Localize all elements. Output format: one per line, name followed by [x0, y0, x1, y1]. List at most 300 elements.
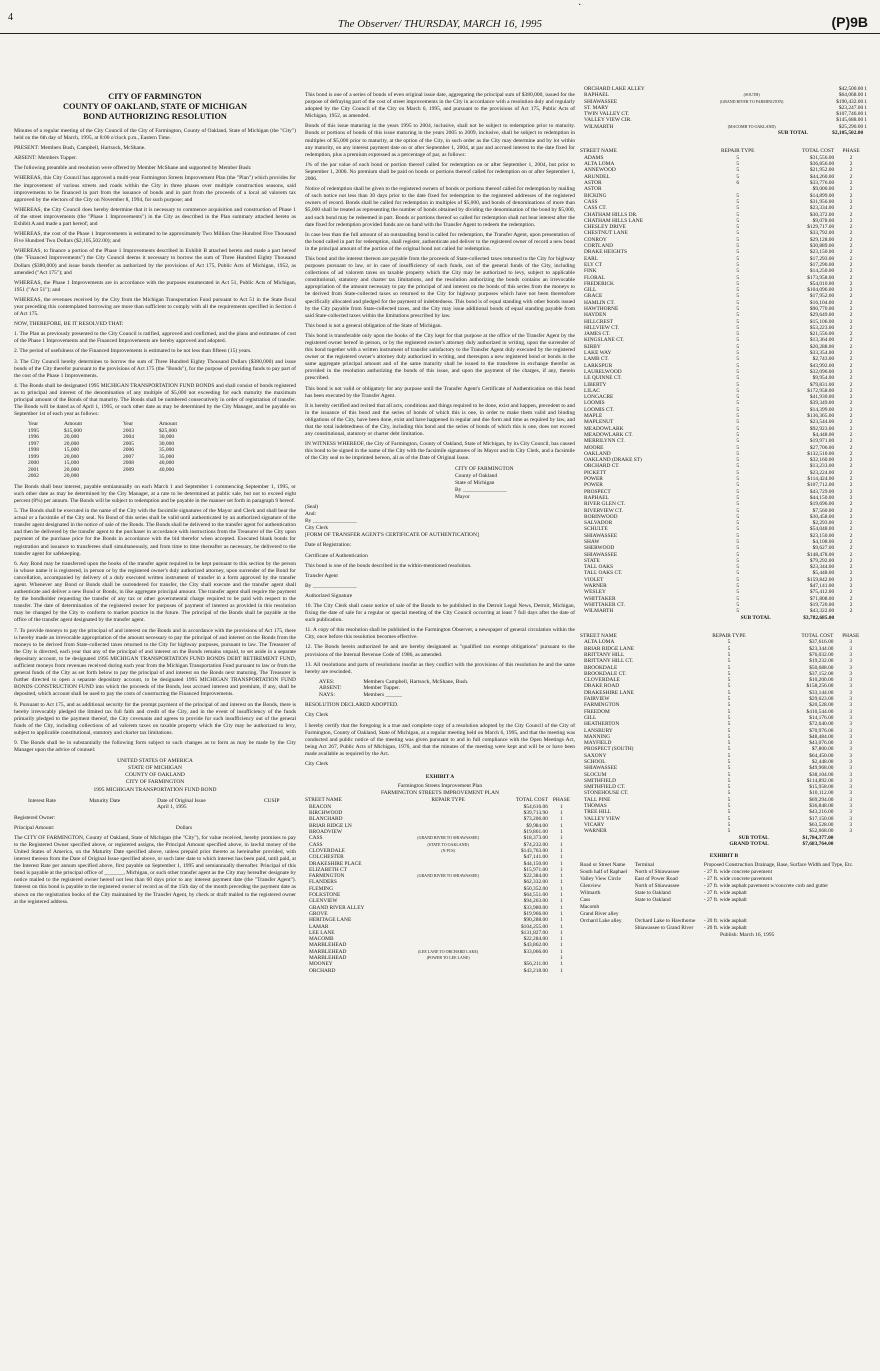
- repair-type: 5: [736, 192, 740, 199]
- repair-type: 5: [736, 457, 740, 464]
- phase: 1: [560, 910, 563, 917]
- phase: 1: [864, 111, 867, 118]
- paragraph: Notice of redemption shall be given to the registered owners of bonds or portions thereof called for redemption by mailing of such notice not less than 30 days prior to the date fixed for redemption to the registered addresses of the registered owners of record. Bonds shall be called for redemption in multiples of $5,000, and bonds of denominations of more than $5,000 shall be treated as representing the number of bonds obtained by dividing the denomination of the bond by $5,000, and such bond may be redeemed in part. Bonds or portions thereof so called for redemption shall not bear interest after the date fixed for redemption provided funds are on hand with the Transfer Agent to redeem the redemption.: [305, 186, 575, 228]
- repair-type: 5: [727, 752, 731, 759]
- maturity-cell: 20,000: [63, 440, 80, 447]
- column-3: [580, 86, 868, 1356]
- city-clerk-2: City Clerk: [305, 761, 329, 767]
- phase: 2: [849, 526, 853, 533]
- repair-type: 5: [736, 394, 740, 401]
- maturity-cell: 20,000: [63, 453, 80, 460]
- street-name: CHESLEY DRIVE: [584, 224, 626, 231]
- repair-type: [399, 968, 497, 974]
- street-name: ORCHARD CT.: [584, 463, 620, 470]
- street-name: RIVER GLEN CT.: [584, 501, 626, 508]
- repair-type: 5: [727, 815, 731, 822]
- total-cost: $13,364.00: [809, 337, 835, 344]
- street-name: DRAKESHIRE PLACE: [309, 860, 362, 867]
- repair-type: 5: [736, 419, 740, 426]
- phase: 3: [849, 771, 853, 778]
- total-cost: $33,144.00: [809, 689, 834, 696]
- total-cost: $9,954.00: [812, 375, 835, 382]
- repair-type: 5: [727, 677, 731, 684]
- total-cost: $19,971.00: [809, 438, 835, 445]
- maturity-cell: 2005: [122, 440, 134, 447]
- phase: 2: [849, 608, 853, 615]
- total-cost: $23,150.00: [809, 249, 835, 256]
- repair-type: 5: [736, 570, 740, 577]
- maturity-cell: 2004: [122, 434, 134, 441]
- total-cost: $79,831.00: [809, 381, 835, 388]
- total-cost: $71,808.00: [809, 595, 835, 602]
- phase: 2: [849, 350, 853, 357]
- street-name: MARBLEHEAD: [309, 942, 347, 949]
- repair-type: 5: [736, 173, 740, 180]
- repair-type: 5: [727, 784, 731, 791]
- signature-block: [455, 466, 575, 501]
- exhibit-b-cell: North of Shiawassee: [634, 883, 680, 890]
- phase: 2: [849, 394, 853, 401]
- phase: 1: [560, 967, 563, 974]
- street-name: ANNEWOOD: [584, 167, 616, 174]
- exhibit-b-cell: Grand River alley: [580, 911, 619, 918]
- vote-cell: Members ______: [363, 691, 402, 698]
- paragraph: 4. The Bonds shall be designated 1995 MICHIGAN TRANSPORTATION FUND BONDS and shall consist of bonds registered as to principal and interest of the denomination of any multiple of $5,000 not exceeding for each maturity the maximum principal amount of the Bonds of that maturity. The Bonds shall be numbered consecutively in order of registration of transfer. The Bonds will be dated as of April 1, 1995, or such other date as may be determined by the City Manager, and be payable on September 1st of each year as follows:: [14, 382, 296, 418]
- phase: 2: [849, 255, 853, 262]
- total-cost: $43,216.00: [809, 809, 834, 816]
- street-name: LARKSPUR: [584, 362, 613, 369]
- total-cost: $27,706.00: [809, 444, 835, 451]
- total-cost: $37,152.00: [809, 670, 834, 677]
- repair-type: 5: [727, 765, 731, 772]
- maturity-cell: 15,000: [63, 460, 80, 467]
- street-name: STONEHOUSE CT.: [584, 790, 629, 797]
- grandtotal-label: GRAND TOTAL: [729, 840, 769, 847]
- repair-type: 5: [736, 583, 740, 590]
- maturity-cell: 1999: [28, 453, 39, 460]
- vote-cell: Member Tupper.: [363, 685, 400, 692]
- exhibit-b-title: EXHIBIT B: [709, 853, 739, 860]
- phase: 1: [864, 117, 867, 124]
- street-name: FINK: [584, 268, 597, 275]
- phase: 1: [560, 929, 563, 936]
- street-name: WESLEY: [584, 589, 606, 596]
- phase: 1: [560, 904, 563, 911]
- phase: 1: [560, 847, 563, 854]
- total-cost: $158,256.00: [806, 683, 834, 690]
- total-cost: $19,861.00: [523, 829, 548, 836]
- street-name: CONROY: [584, 236, 607, 243]
- maturity-cell: 1995: [28, 427, 39, 434]
- total-cost: $17,150.00: [809, 815, 834, 822]
- exhibit-b-cell: [635, 911, 704, 918]
- street-name: FREEDOM: [584, 708, 610, 715]
- phase: 1: [560, 898, 563, 905]
- repair-type: (STATE TO OAKLAND): [427, 841, 469, 847]
- total-cost: $20,288.00: [809, 343, 835, 350]
- street-name: CLOVERDALE: [309, 847, 345, 854]
- street-name: LILAC: [584, 387, 600, 394]
- street-name: VIOLET: [584, 576, 604, 583]
- bond-heading-line: CITY OF FARMINGTON: [125, 779, 185, 786]
- total-cost: $39,349.00: [809, 400, 835, 407]
- street-name: CLOVERDALE: [584, 677, 620, 684]
- repair-type: 5: [727, 771, 731, 778]
- street-name: HAYDEN: [584, 312, 607, 319]
- exhibit-b-table: [580, 862, 868, 932]
- total-cost: $15,106.00: [809, 318, 835, 325]
- repair-type: 5: [736, 413, 740, 420]
- total-cost: $15,958.00: [809, 784, 834, 791]
- maturity-cell: 35,000: [158, 453, 175, 460]
- phase: 1: [560, 923, 563, 930]
- total-cost: $14,399.00: [809, 406, 835, 413]
- phase: 1: [864, 86, 867, 92]
- street-name: LAMAR: [309, 923, 329, 930]
- paragraph: In case less than the full amount of an outstanding bond is called for redemption, the Transfer Agent, upon presentation of the bond called in part for redemption, shall register, authenticate and deliver to the registered owner of record a new bond in the principal amount of the portion of the original bond not called for redemption.: [305, 231, 575, 252]
- repair-type: 5: [736, 318, 740, 325]
- exhibit-b-cell: Orchard Lake alley: [580, 918, 622, 925]
- total-cost: $53,223.00: [809, 324, 835, 331]
- col1-paragraphs: [14, 128, 296, 418]
- repair-type: 5: [727, 796, 731, 803]
- street-name: BRITTANY HILL: [584, 651, 625, 658]
- paragraph: WHEREAS, this City Council has approved a multi-year Farmington Streets Improvement Plan (the "Plan") which provides for the improvement of various streets and roads within the City in three phases over multiple construction seasons, said improvements to be financed in part from the issuance of bonds and in part from the proceeds of a local ad valorem tax approved by the electors of the City on November 8, 1994, for such purpose; and: [14, 175, 296, 203]
- bond-label: Maturity Date: [89, 797, 121, 804]
- repair-type: 5: [727, 828, 731, 835]
- signature-line: And:: [305, 511, 316, 518]
- total-cost: $2,448.00: [811, 758, 834, 765]
- title-line: CITY OF FARMINGTON: [108, 92, 202, 101]
- total-cost: $43,992.00: [809, 362, 835, 369]
- phase: 2: [849, 230, 853, 237]
- repair-type: 5: [736, 280, 740, 287]
- street-name: BROADVIEW: [309, 829, 342, 836]
- phase: 1: [560, 822, 563, 829]
- street-name: WARNER: [584, 828, 607, 835]
- street-name: FAIRVIEW: [584, 696, 610, 703]
- repair-type: 5: [736, 343, 740, 350]
- cert-title: Certificate of Authentication: [305, 552, 368, 559]
- total-cost: $36,848.00: [809, 803, 834, 810]
- maturity-cell: 1997: [28, 440, 39, 447]
- paragraph: The Bonds shall bear interest, payable semiannually on each March 1 and September 1 commencing September 1, 1995, or such other date as may be determined by the City Manager, at a rate to be determined at public sale, but not to exceed eight percent (8%) per annum. The Bonds will be subject to redemption and be payable in the manner set forth in paragraph 9 hereof.: [14, 483, 296, 504]
- resolution-adopted: RESOLUTION DECLARED ADOPTED.: [305, 702, 399, 709]
- repair-type: 5: [736, 501, 740, 508]
- phase: 2: [849, 400, 853, 407]
- repair-type: 5: [736, 564, 740, 571]
- phase: 3: [849, 784, 853, 791]
- phase: 1: [560, 810, 563, 817]
- exhibit-b-cell: Glenview: [580, 883, 601, 890]
- phase: 2: [849, 444, 853, 451]
- street-name: EARL: [584, 255, 599, 262]
- repair-type: (GRAND RIVER TO FARMINGTON): [719, 98, 784, 104]
- total-cost: $2,293.00: [812, 520, 835, 527]
- total-cost: $9,078.00: [812, 217, 835, 224]
- phase: 2: [849, 387, 853, 394]
- exhibit-b-cell: - 27 ft. wide asphalt pavement w/concrete curb and gutter: [703, 883, 829, 890]
- total-cost: $17,293.00: [809, 255, 835, 262]
- paragraph: This bond is not a general obligation of the State of Michigan.: [305, 322, 442, 329]
- phase: 2: [849, 589, 853, 596]
- street-name: MOORE: [584, 444, 604, 451]
- maturity-cell: $15,000: [63, 427, 82, 434]
- repair-type: 5: [736, 381, 740, 388]
- street-name: LANSBURY: [584, 727, 613, 734]
- repair-type: 5: [736, 154, 740, 161]
- phase: 2: [849, 513, 853, 520]
- repair-type: 5: [736, 406, 740, 413]
- col2-paragraphs: [305, 92, 575, 463]
- maturity-cell: 30,000: [158, 440, 175, 447]
- repair-type: 5: [727, 721, 731, 728]
- maturity-cell: 2009: [122, 466, 134, 473]
- repair-type: 5: [727, 758, 731, 765]
- street-name: FARMINGTON: [584, 702, 620, 709]
- paragraph: 1. The Plan as previously presented to the City Council is ratified, approved and confirmed, and the plans and estimates of cost of the Phase 1 Improvements and the Financed Improvements are hereby approved and adopted.: [14, 331, 296, 345]
- phase: 3: [849, 821, 853, 828]
- exhibit-b-cell: Shiawassee to Grand River: [634, 925, 694, 932]
- col1c-paragraphs: [14, 835, 296, 906]
- phase: 2: [849, 324, 853, 331]
- street-name: SHAW: [584, 538, 600, 545]
- maturity-cell: 2007: [122, 453, 134, 460]
- phase: 2: [849, 476, 853, 483]
- phase: 2: [849, 362, 853, 369]
- phase: 2: [849, 211, 853, 218]
- repair-type: 5: [736, 261, 740, 268]
- street-name: VICARY: [584, 821, 605, 828]
- exhibit-a-sub: Farmington Streets Improvement Plan: [397, 783, 483, 790]
- total-cost: $107,746.00: [836, 111, 864, 118]
- paragraph: 7. To provide moneys to pay the principal of and interest on the Bonds and in accordance with the provisions of Act 175, there is hereby made an irrevocable appropriation of the amount necessary to pay the principal of and interest on the Bonds from the moneys to be derived from State-collected taxes returned to the City for highway purposes, pursuant to law. The Treasurer of the City is directed, each year that any of the principal of and interest on the Bonds remains unpaid, to set aside in a separate depositary account, to be designated 1995 MICHIGAN TRANSPORTATION FUND BONDS DEBT RETIREMENT FUND, sufficient moneys from revenues received during each year from the Michigan Transportation Fund pursuant to law or from the general funds of the City as set forth below to pay the principal of and interest on the Bonds next maturing. The Treasurer is further directed to open a separate depositary account, to be designated 1995 MICHIGAN TRANSPORTATION FUND BONDS CONSTRUCTION FUND into which the proceeds of the Bonds, less accrued interest and premium, if any, shall be deposited, which account shall be used to pay the costs of constructing the Financed Improvements.: [14, 627, 296, 698]
- maturity-cell: 1996: [28, 434, 39, 441]
- repair-type: 5: [736, 387, 740, 394]
- repair-type: 5: [727, 708, 731, 715]
- street-name: OAKLAND (DRAKE ST): [584, 457, 642, 464]
- street-name: ADAMS: [584, 154, 604, 161]
- street-name: OAKLAND: [584, 450, 611, 457]
- phase: 1: [560, 885, 563, 892]
- street-name: BROOKDALE CT.: [584, 670, 627, 677]
- phase: 2: [849, 343, 853, 350]
- repair-type: 5: [736, 538, 740, 545]
- exhibit-b-cell: [580, 925, 635, 932]
- transfer-agent: Transfer Agent: [305, 572, 338, 579]
- repair-type: 5: [736, 337, 740, 344]
- total-cost: $42,500.00: [838, 86, 864, 92]
- phase: 1: [560, 942, 563, 949]
- resolution-title: [14, 92, 296, 122]
- phase: 2: [849, 356, 853, 363]
- phase: 1: [864, 104, 867, 111]
- phase: 2: [849, 217, 853, 224]
- phase: 2: [849, 381, 853, 388]
- phase: 1: [560, 816, 563, 823]
- total-cost: $19,232.00: [809, 658, 834, 665]
- phase: 2: [849, 450, 853, 457]
- street-name: BRIAR RIDGE LN: [309, 822, 352, 829]
- plan-header-cell: REPAIR TYPE: [721, 148, 755, 155]
- phase: 3: [849, 714, 853, 721]
- repair-type: 5: [736, 274, 740, 281]
- paragraph: 10. The City Clerk shall cause notice of sale of the Bonds to be published in the Detroit Legal News, Detroit, Michigan, fixing the date of sale for a regular or special meeting of the City Council occurring at least 7 full days after the date of such publication.: [305, 603, 575, 624]
- paragraph: 1% of the par value of each bond or portion thereof called for redemption on or after September 1, 2004, but prior to September 1, 2006. No premium shall be paid on bonds or portions thereof called for redemption on or after September 1, 2006.: [305, 161, 575, 183]
- repair-type: 5: [727, 683, 731, 690]
- total-cost: $41,930.00: [809, 394, 835, 401]
- total-cost: $410,544.00: [806, 708, 834, 715]
- total-cost: $172,958.00: [807, 387, 835, 394]
- total-cost: $50,352.00: [523, 885, 548, 892]
- total-cost: $64,551.00: [523, 892, 548, 899]
- repair-type: 5: [736, 255, 740, 262]
- paragraph: This bond is not valid or obligatory for any purpose until the Transfer Agent's Certificate of Authentication on this bond has been executed by the Transfer Agent.: [305, 385, 575, 399]
- exhibit-b-cell: Macomb: [580, 904, 600, 911]
- phase: 3: [849, 727, 853, 734]
- street-name: HEATHERTON: [584, 721, 620, 728]
- total-cost: $90,288.00: [523, 917, 548, 924]
- phase: 1: [560, 955, 563, 961]
- repair-type: 5: [736, 368, 740, 375]
- total-cost: $21,952.00: [809, 167, 835, 174]
- phase: 2: [849, 293, 853, 300]
- phase: 1: [560, 866, 563, 873]
- total-cost: $36,856.00: [809, 161, 835, 168]
- principal-amount: Principal Amount:: [14, 824, 55, 831]
- street-name: WILMARTH: [584, 608, 614, 615]
- bond-heading-line: UNITED STATES OF AMERICA: [117, 758, 193, 765]
- total-cost: $38,104.00: [809, 771, 834, 778]
- repair-type: (N PCS): [441, 847, 455, 853]
- total-cost: $43,322.00: [809, 608, 835, 615]
- maturity-cell: [159, 473, 218, 480]
- phase: 1: [560, 860, 563, 867]
- street-name: MANNING: [584, 733, 611, 740]
- repair-type: 5: [736, 236, 740, 243]
- maturity-row: [28, 473, 218, 480]
- phase: 3: [849, 758, 853, 765]
- plan-header-cell: STREET NAME: [305, 797, 342, 804]
- repair-type: 5: [727, 740, 731, 747]
- street-name: LEE LANE: [309, 929, 335, 936]
- phase: 2: [849, 224, 853, 231]
- total-cost: $13,233.00: [809, 463, 835, 470]
- total-cost: $31,956.00: [809, 198, 835, 205]
- exhibit-b-row: [580, 897, 868, 904]
- phase: 1: [560, 892, 563, 899]
- phase: 2: [849, 457, 853, 464]
- total-cost: $30,458.00: [809, 513, 835, 520]
- repair-type: 5: [736, 287, 740, 294]
- total-cost: $32,160.00: [809, 457, 835, 464]
- phase: 1: [560, 917, 563, 924]
- repair-type: 5: [736, 217, 740, 224]
- street-name: COLCHESTER: [309, 854, 344, 861]
- phase: 3: [849, 803, 853, 810]
- phase: 2: [849, 431, 853, 438]
- plan-header-cell: TOTAL COST: [515, 797, 548, 804]
- plan-header-cell: TOTAL COST: [801, 632, 834, 639]
- phase: 2: [849, 331, 853, 338]
- street-name: MAPLE: [584, 413, 603, 420]
- repair-type: 5: [727, 651, 731, 658]
- exhibit-b-row: [580, 925, 868, 932]
- signature-line: County of Oakland: [455, 472, 498, 479]
- street-name: VALLEY VIEW: [584, 815, 620, 822]
- maturity-cell: 2008: [122, 460, 134, 467]
- phase: 2: [849, 583, 853, 590]
- street-name: ORCHARD LAKE ALLEY: [584, 86, 645, 92]
- total-cost: $44,150.00: [523, 860, 548, 867]
- paragraph: 6. Any Bond may be transferred upon the books of the transfer agent required to be kept pursuant to this section by the person in whose name it is registered, in person or by the registered owner's duly authorized attorney, upon surrender of the Bond for cancellation, accompanied by delivery of a duly executed written instrument of transfer in a form approved by the transfer agent. Whenever any Bond or Bonds shall be surrendered for transfer, the City shall execute and the transfer agent shall authenticate and deliver a new Bond or Bonds, in like aggregate principal amount. The transfer agent shall require the payment by the bondholder requesting the transfer of any tax or other governmental charge required to be paid with respect to the transfer. The date of determination of the registered owner for purposes of payment of interest as provided in this resolution may be changed by the City to conform to market practice in the future. The principal of the Bonds shall be payable at the office of the transfer agent designated by the transfer agent.: [14, 560, 296, 624]
- subtotal-value: $3,782,685.00: [803, 614, 835, 621]
- repair-type: 5: [736, 400, 740, 407]
- repair-type: 5: [727, 639, 731, 646]
- street-name: DRAKE HEIGHTS: [584, 249, 627, 256]
- street-name: GILL: [584, 714, 597, 721]
- total-cost: $21,556.00: [809, 331, 835, 338]
- total-cost: $52,668.00: [809, 828, 834, 835]
- street-name: PROSPECT (SOUTH): [584, 746, 634, 753]
- maturity-cell: 15,000: [63, 447, 80, 454]
- repair-type: 5: [727, 645, 731, 652]
- phase: 1: [560, 854, 563, 861]
- plan-header-cell: PHASE: [552, 797, 570, 804]
- repair-type: 5: [736, 425, 740, 432]
- repair-type: 5: [736, 356, 740, 363]
- street-name: ALTA LOMA: [584, 161, 615, 168]
- street-name: PICKETT: [584, 469, 607, 476]
- street-name: BEACON: [309, 803, 332, 810]
- total-cost: $10,200.00: [809, 677, 834, 684]
- repair-type: 5: [736, 324, 740, 331]
- street-name: SHIAWASSEE: [584, 98, 618, 105]
- repair-type: (POWER TO LEE LANE): [426, 955, 470, 960]
- phase: 2: [849, 236, 853, 243]
- total-cost: $64,450.00: [809, 752, 834, 759]
- repair-type: 5: [736, 589, 740, 596]
- street-name: BICKING: [584, 192, 607, 199]
- total-cost: $4,108.00: [812, 538, 835, 545]
- street-name: CASS: [584, 198, 598, 205]
- total-cost: $17,952.00: [809, 293, 835, 300]
- title-line: COUNTY OF OAKLAND, STATE OF MICHIGAN: [62, 102, 248, 111]
- phase: 3: [849, 746, 853, 753]
- total-cost: $47,141.00: [809, 583, 835, 590]
- repair-type: 5: [727, 809, 731, 816]
- plan-header-cell: STREET NAME: [580, 632, 617, 639]
- phase: 2: [849, 274, 853, 281]
- phase: 1: [560, 829, 563, 836]
- maturity-cell: 2006: [122, 447, 134, 454]
- total-cost: $14,250.00: [809, 268, 835, 275]
- phase: 3: [849, 777, 853, 784]
- paragraph: 2. The period of usefulness of the Financed Improvements is estimated to be not less than fifteen (15) years.: [14, 348, 252, 355]
- total-cost: $15,971.00: [523, 866, 548, 873]
- exhibit-b-cell: - 27 ft. wide asphalt: [703, 897, 747, 904]
- phase: 3: [849, 740, 853, 747]
- authorized-signature: Authorized Signature: [305, 592, 353, 599]
- repair-type: 5: [736, 488, 740, 495]
- repair-type: 5: [736, 463, 740, 470]
- total-cost: $76,032.00: [809, 651, 834, 658]
- phase: 2: [849, 482, 853, 489]
- repair-type: 5: [736, 306, 740, 312]
- total-cost: $33,792.00: [809, 230, 835, 237]
- street-name: ARUNDEL: [584, 173, 610, 180]
- exhibit-b-cell: - 27 ft. wide asphalt: [703, 890, 747, 897]
